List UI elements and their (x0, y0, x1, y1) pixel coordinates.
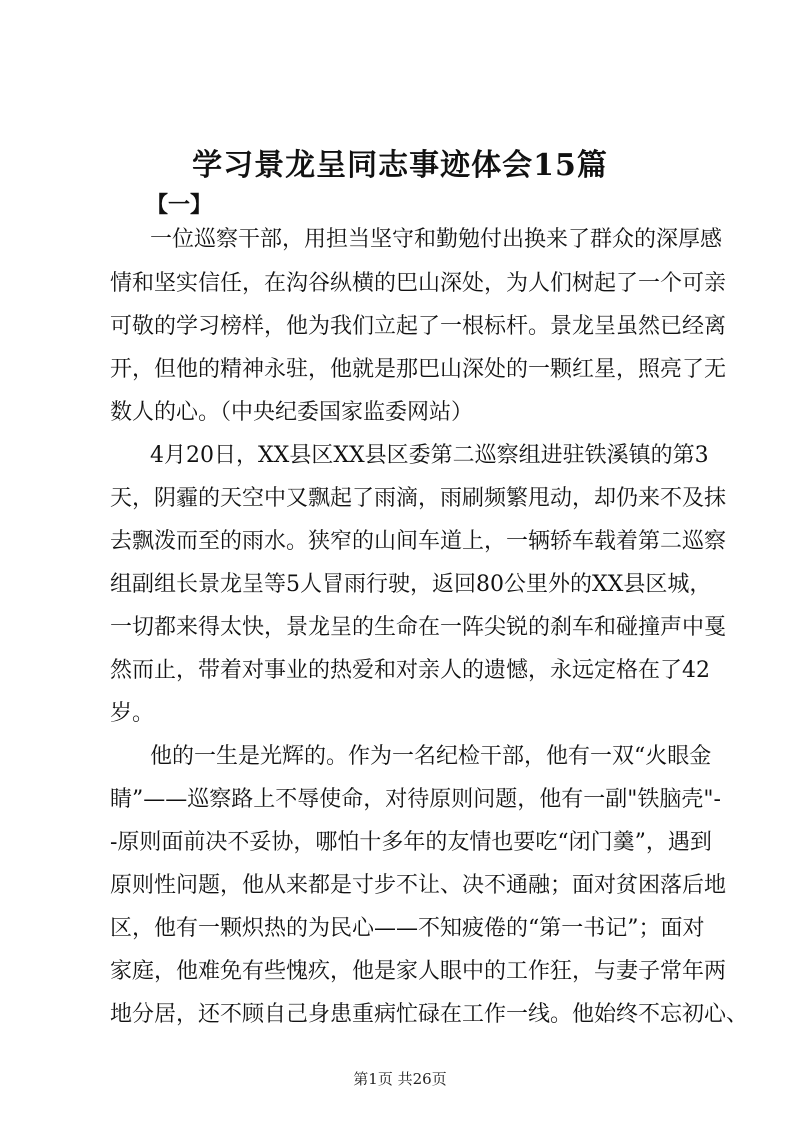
paragraph-line: -原则面前决不妥协，哪怕十多年的友情也要吃“闭门羹”，遇到 (110, 830, 712, 855)
paragraph-line: 岁。 (110, 701, 155, 726)
paragraph-line: 一位巡察干部，用担当坚守和勤勉付出换来了群众的深厚感 (150, 227, 723, 252)
paragraph-line: 4月20日，XX县区XX县区委第二巡察组进驻铁溪镇的第3 (150, 443, 709, 468)
paragraph-line: 情和坚实信任，在沟谷纵横的巴山深处，为人们树起了一个可亲 (110, 271, 727, 296)
paragraph-line: 可敬的学习榜样，他为我们立起了一根标杆。景龙呈虽然已经离 (110, 314, 727, 339)
paragraph-line: 去飘泼而至的雨水。狭窄的山间车道上，一辆轿车载着第二巡察 (110, 529, 727, 554)
paragraph-line: 他的一生是光辉的。作为一名纪检干部，他有一双“火眼金 (150, 744, 712, 769)
paragraph-line: 地分居，还不顾自己身患重病忙碌在工作一线。他始终不忘初心、 (110, 1002, 749, 1027)
paragraph-line: 家庭，他难免有些愧疚，他是家人眼中的工作狂，与妻子常年两 (110, 959, 727, 984)
paragraph-line: 然而止，带着对事业的热爱和对亲人的遗憾，永远定格在了42 (110, 658, 710, 683)
paragraph-line: 一切都来得太快，景龙呈的生命在一阵尖锐的刹车和碰撞声中戛 (110, 615, 727, 640)
document-title: 学习景龙呈同志事迹体会15篇 (192, 148, 608, 183)
page-number: 第1页 共26页 (353, 1070, 447, 1088)
section-marker: 【一】 (146, 192, 213, 218)
paragraph-line: 组副组长景龙呈等5人冒雨行驶，返回80公里外的XX县区城， (110, 572, 712, 597)
paragraph-line: 天，阴霾的天空中又飘起了雨滴，雨刷频繁甩动，却仍来不及抹 (110, 486, 727, 511)
paragraph-line: 睛”——巡察路上不辱使命，对待原则问题，他有一副"铁脑壳"- (110, 787, 721, 812)
paragraph-line: 数人的心。（中央纪委国家监委网站） (110, 400, 474, 425)
paragraph-line: 区，他有一颗炽热的为民心——不知疲倦的“第一书记”；面对 (110, 916, 705, 941)
paragraph-line: 开，但他的精神永驻，他就是那巴山深处的一颗红星，照亮了无 (110, 357, 727, 382)
paragraph-line: 原则性问题，他从来都是寸步不让、决不通融；面对贫困落后地 (110, 873, 727, 898)
